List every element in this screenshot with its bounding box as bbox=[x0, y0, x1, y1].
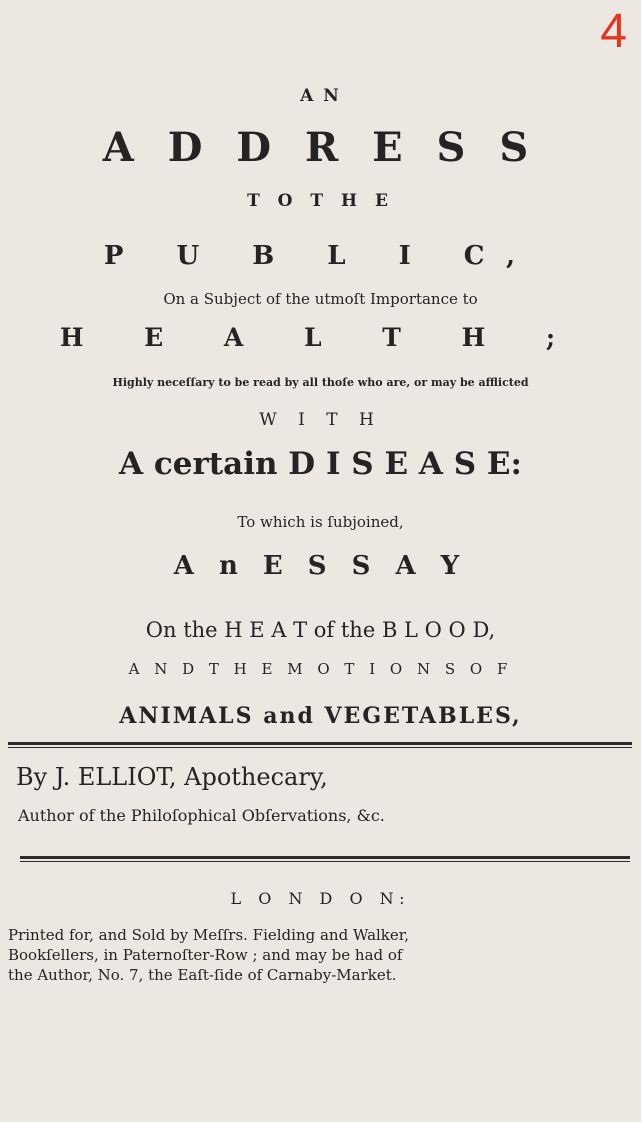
author-works: Author of the Philoſophical Obſervations, &c. bbox=[18, 806, 385, 825]
title-heat-blood: On the H E A T of the B L O O D, bbox=[145, 618, 496, 642]
rule-upper bbox=[8, 742, 632, 745]
title-address: A D D R E S S bbox=[102, 124, 539, 171]
rule-lower bbox=[20, 856, 630, 859]
title-subject: On a Subject of the utmoſt Importance to bbox=[163, 290, 478, 308]
title-to-the: T O T H E bbox=[247, 191, 394, 211]
imprint-line-2: Bookſellers, in Paternoſter-Row ; and may be had of bbox=[8, 946, 403, 964]
title-animals-vegetables: ANIMALS and VEGETABLES, bbox=[119, 703, 522, 729]
title-motions: A N D T H E M O T I O N S O F bbox=[128, 660, 513, 678]
imprint-line-3: the Author, No. 7, the Eaſt-ſide of Carnaby-Market. bbox=[8, 966, 397, 984]
author-byline: By J. ELLIOT, Apothecary, bbox=[16, 763, 328, 791]
rule-upper-thin bbox=[8, 747, 632, 748]
imprint-city: L O N D O N: bbox=[230, 889, 411, 908]
rule-lower-thin bbox=[20, 861, 630, 862]
title-an: A N bbox=[300, 86, 341, 106]
title-with: W I T H bbox=[259, 410, 382, 430]
title-disease: A certain D I S E A S E: bbox=[119, 446, 522, 482]
title-public: P U B L I C, bbox=[103, 241, 538, 271]
title-essay: A n E S S A Y bbox=[173, 551, 468, 581]
title-highly-necessary: Highly neceſſary to be read by all thoſe who are, or may be afflicted bbox=[112, 376, 529, 389]
imprint-line-1: Printed for, and Sold by Meſſrs. Fielding and Walker, bbox=[8, 926, 410, 944]
title-health: H E A L T H ; bbox=[59, 323, 582, 352]
page-number-annotation: 4 bbox=[600, 5, 627, 58]
title-subjoined: To which is ſubjoined, bbox=[237, 513, 404, 531]
